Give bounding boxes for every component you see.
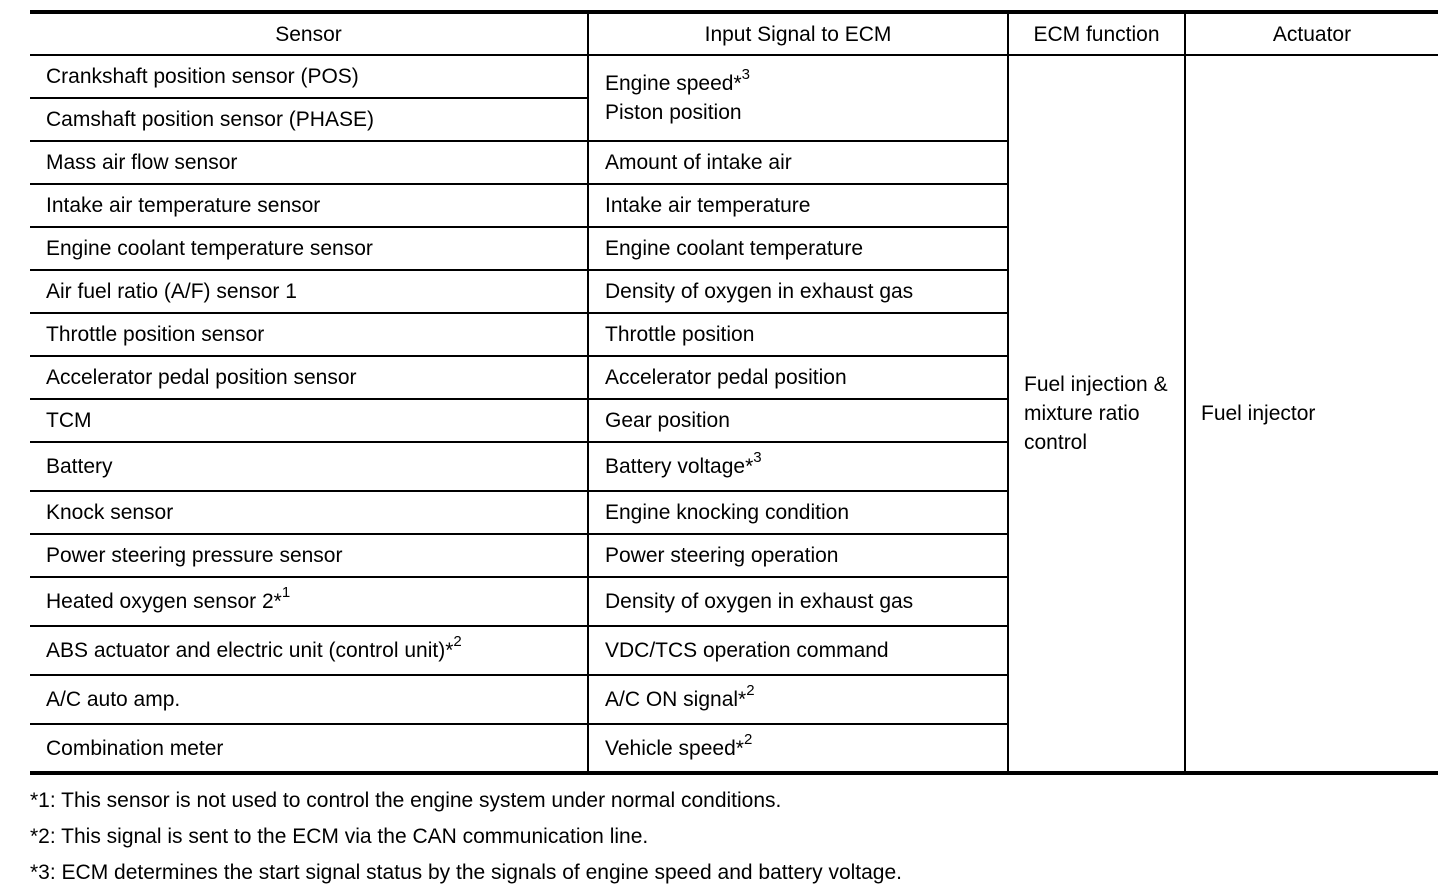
- input-text: Density of oxygen in exhaust gas: [605, 280, 914, 303]
- sensor-name: Knock sensor: [46, 501, 174, 524]
- input-cell: [588, 724, 1008, 773]
- footnote-1: *1: This sensor is not used to control the engine system under normal conditions.: [30, 789, 782, 812]
- actuator-cell: Fuel injector: [1185, 55, 1438, 773]
- sensor-name: Power steering pressure sensor: [46, 544, 343, 567]
- input-line: [605, 66, 993, 98]
- header-row: [30, 12, 1438, 55]
- input-cell: [588, 55, 1008, 141]
- input-cell: [588, 356, 1008, 399]
- footnote-3: *3: ECM determines the start signal status by the signals of engine speed and battery voltage.: [30, 861, 903, 884]
- ecm-input-output-table: [30, 10, 1438, 775]
- input-cell: [588, 184, 1008, 227]
- input-text: A/C ON signal*: [605, 688, 747, 711]
- footnote-ref: 2: [453, 633, 462, 650]
- input-text: Accelerator pedal position: [605, 366, 847, 389]
- sensor-name: Battery: [46, 455, 113, 478]
- input-cell: [588, 399, 1008, 442]
- sensor-cell: [30, 356, 588, 399]
- sensor-name: Throttle position sensor: [46, 323, 265, 346]
- sensor-name: Engine coolant temperature sensor: [46, 237, 373, 260]
- sensor-name: TCM: [46, 409, 92, 432]
- input-text: Engine speed*: [605, 72, 742, 95]
- input-cell: [588, 313, 1008, 356]
- sensor-name: Intake air temperature sensor: [46, 194, 321, 217]
- header-actuator: Actuator: [1185, 12, 1438, 55]
- sensor-name: Crankshaft position sensor (POS): [46, 65, 359, 88]
- sensor-name: Combination meter: [46, 736, 224, 760]
- sensor-name: Air fuel ratio (A/F) sensor 1: [46, 280, 297, 303]
- input-cell: [588, 577, 1008, 626]
- input-text: Amount of intake air: [605, 151, 792, 174]
- sensor-cell: [30, 724, 588, 773]
- input-text: Intake air temperature: [605, 194, 811, 217]
- input-cell: [588, 675, 1008, 724]
- ecm-function-cell: Fuel injection & mixture ratio control: [1008, 55, 1185, 773]
- sensor-name: Mass air flow sensor: [46, 151, 238, 174]
- sensor-cell: [30, 491, 588, 534]
- input-line: Piston position: [605, 101, 742, 124]
- footnote-ref: 3: [753, 449, 762, 466]
- sensor-name: Heated oxygen sensor 2*: [46, 590, 282, 613]
- sensor-name: Accelerator pedal position sensor: [46, 366, 357, 389]
- sensor-cell: [30, 270, 588, 313]
- header-sensor: Sensor: [30, 12, 588, 55]
- sensor-name: ABS actuator and electric unit (control unit)*: [46, 639, 454, 662]
- sensor-cell: [30, 55, 588, 98]
- input-text: VDC/TCS operation command: [605, 639, 889, 662]
- input-cell: [588, 534, 1008, 577]
- input-text: Power steering operation: [605, 544, 839, 567]
- input-text: Vehicle speed*: [605, 736, 744, 760]
- input-text: Battery voltage*: [605, 455, 754, 478]
- sensor-name: A/C auto amp.: [46, 688, 181, 711]
- footnote-ref: 2: [746, 682, 755, 699]
- input-text: Density of oxygen in exhaust gas: [605, 590, 914, 613]
- header-input-signal: Input Signal to ECM: [588, 12, 1008, 55]
- sensor-cell: [30, 184, 588, 227]
- sensor-cell: [30, 626, 588, 675]
- sensor-cell: [30, 675, 588, 724]
- sensor-cell: [30, 442, 588, 491]
- document: [30, 10, 1438, 891]
- sensor-cell: [30, 534, 588, 577]
- sensor-cell: [30, 577, 588, 626]
- input-text: Gear position: [605, 409, 730, 432]
- input-cell: [588, 141, 1008, 184]
- sensor-cell: [30, 399, 588, 442]
- sensor-cell: [30, 313, 588, 356]
- table-row: [30, 55, 1438, 98]
- footnote-ref: 3: [741, 66, 750, 83]
- footnote-ref: 2: [743, 730, 753, 748]
- sensor-cell: [30, 141, 588, 184]
- header-ecm-function: ECM function: [1008, 12, 1185, 55]
- sensor-name: Camshaft position sensor (PHASE): [46, 108, 374, 131]
- input-cell: [588, 442, 1008, 491]
- input-cell: [588, 626, 1008, 675]
- input-cell: [588, 491, 1008, 534]
- input-text: Throttle position: [605, 323, 755, 346]
- sensor-cell: [30, 227, 588, 270]
- input-text: Engine knocking condition: [605, 501, 850, 524]
- footnote-2: *2: This signal is sent to the ECM via the CAN communication line.: [30, 825, 649, 848]
- input-text: Engine coolant temperature: [605, 237, 863, 260]
- input-cell: [588, 270, 1008, 313]
- footnote-ref: 1: [281, 584, 291, 601]
- input-cell: [588, 227, 1008, 270]
- footnotes: [30, 783, 1438, 891]
- sensor-cell: [30, 98, 588, 141]
